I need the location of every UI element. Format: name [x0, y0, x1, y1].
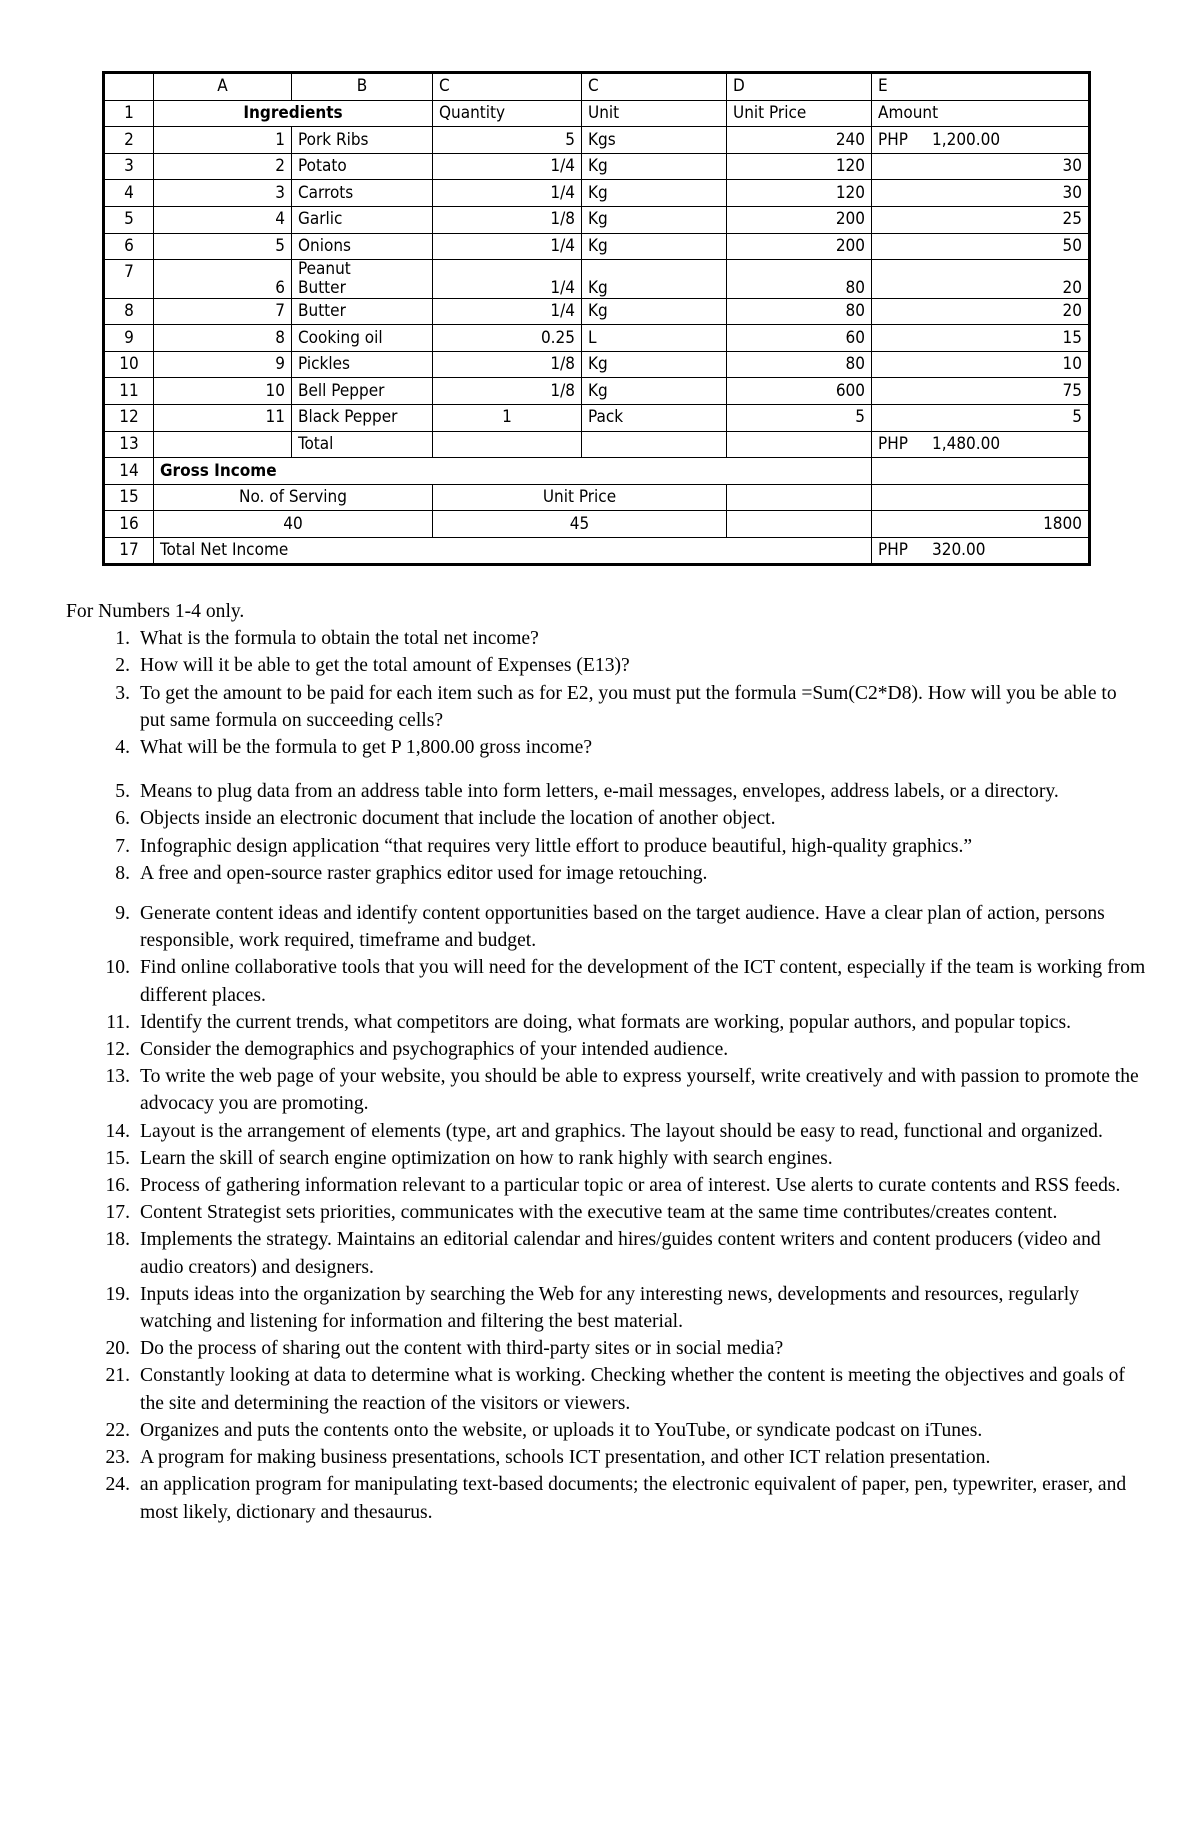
empty-cell — [727, 431, 872, 458]
gross-income-row — [104, 458, 1090, 485]
item-unit: Kg — [582, 260, 727, 298]
corner-cell — [104, 73, 154, 101]
table-row — [104, 153, 1090, 180]
item-unit: Kg — [582, 180, 727, 207]
list-item — [66, 1226, 1146, 1280]
row-number: 12 — [104, 404, 154, 431]
table-row — [104, 351, 1090, 378]
item-unit: Pack — [582, 404, 727, 431]
item-number: 8 — [154, 325, 292, 352]
question-number: 12. — [105, 1039, 130, 1061]
item-name: Potato — [292, 153, 433, 180]
question-text: Generate content ideas and identify content opportunities based on the target audience. Have a clear plan of action, persons responsible, work required, timeframe and budget. — [140, 903, 1105, 952]
list-item — [66, 900, 1146, 954]
question-number: 18. — [105, 1229, 130, 1251]
amount-header: Amount — [872, 100, 1090, 127]
list-item — [66, 778, 1146, 805]
net-income-label: Total Net Income — [154, 537, 872, 565]
item-unit: Kg — [582, 298, 727, 325]
unit-header: Unit — [582, 100, 727, 127]
item-amount: 30 — [872, 153, 1090, 180]
list-item — [66, 1417, 1146, 1444]
empty-cell — [154, 431, 292, 458]
question-text: Content Strategist sets priorities, communicates with the executive team at the same time contributes/creates content. — [140, 1202, 1058, 1224]
item-name: Pork Ribs — [292, 127, 433, 154]
item-amount: 20 — [872, 260, 1090, 298]
questions-section — [66, 598, 1146, 1526]
list-item — [66, 1172, 1146, 1199]
row-number: 8 — [104, 298, 154, 325]
table-row — [104, 233, 1090, 260]
item-unit: Kg — [582, 233, 727, 260]
list-item — [66, 1281, 1146, 1335]
list-item — [66, 734, 1146, 761]
item-name: Garlic — [292, 206, 433, 233]
amount-value: 1,200.00 — [932, 129, 1001, 150]
question-text: an application program for manipulating text-based documents; the electronic equivalent of paper, pen, typewriter, eraser, and most likely, dictionary and thesaurus. — [140, 1474, 1127, 1523]
serving-row — [104, 511, 1090, 538]
question-number: 14. — [105, 1120, 130, 1142]
total-label: Total — [292, 431, 433, 458]
list-item — [66, 1118, 1146, 1145]
question-list-group-3 — [66, 900, 1146, 1526]
item-amount: 50 — [872, 233, 1090, 260]
row-number: 2 — [104, 127, 154, 154]
table-row — [104, 378, 1090, 405]
item-number: 5 — [154, 233, 292, 260]
col-letter-c2: C — [582, 73, 727, 101]
item-name: Butter — [292, 298, 433, 325]
col-letter-c: C — [433, 73, 582, 101]
question-text: Inputs ideas into the organization by searching the Web for any interesting news, developments and resources, regularly watching and listening for information and filtering the best material. — [140, 1283, 1080, 1333]
row-number: 15 — [104, 484, 154, 511]
table-row — [104, 127, 1090, 154]
table-row — [104, 206, 1090, 233]
item-quantity: 1/8 — [433, 206, 582, 233]
item-quantity: 1 — [433, 404, 582, 431]
question-number: 16. — [105, 1175, 130, 1197]
item-number: 4 — [154, 206, 292, 233]
serving-price-value: 45 — [433, 511, 727, 538]
item-name: Bell Pepper — [292, 378, 433, 405]
item-amount: 5 — [872, 404, 1090, 431]
col-letter-b: B — [292, 73, 433, 101]
question-text: Implements the strategy. Maintains an editorial calendar and hires/guides content writers and content producers (video and audio creators) and designers. — [140, 1229, 1101, 1278]
question-text: Organizes and puts the contents onto the website, or uploads it to YouTube, or syndicate podcast on iTunes. — [140, 1419, 983, 1441]
list-item — [66, 1036, 1146, 1063]
item-quantity: 1/4 — [433, 233, 582, 260]
item-number: 10 — [154, 378, 292, 405]
list-item — [66, 1335, 1146, 1362]
question-number: 2. — [115, 655, 130, 677]
item-amount: 25 — [872, 206, 1090, 233]
question-number: 23. — [105, 1447, 130, 1469]
row-number: 5 — [104, 206, 154, 233]
item-unit: L — [582, 325, 727, 352]
item-quantity: 5 — [433, 127, 582, 154]
row-number: 7 — [104, 260, 154, 298]
question-number: 19. — [105, 1283, 130, 1305]
question-text: What will be the formula to get P 1,800.00 gross income? — [140, 737, 593, 759]
item-amount: 30 — [872, 180, 1090, 207]
question-text: Means to plug data from an address table into form letters, e-mail messages, envelopes, address labels, or a directory. — [140, 781, 1059, 803]
item-name: Black Pepper — [292, 404, 433, 431]
list-item — [66, 1444, 1146, 1471]
item-unit: Kg — [582, 378, 727, 405]
list-item — [66, 805, 1146, 832]
item-unit-price: 200 — [727, 233, 872, 260]
item-amount — [872, 127, 1090, 154]
total-amount — [872, 431, 1090, 458]
item-name: Pickles — [292, 351, 433, 378]
item-quantity: 1/4 — [433, 180, 582, 207]
item-number: 3 — [154, 180, 292, 207]
ingredients-header: Ingredients — [154, 100, 433, 127]
item-unit-price: 5 — [727, 404, 872, 431]
question-number: 11. — [106, 1011, 130, 1033]
question-number: 24. — [105, 1474, 130, 1496]
item-unit-price: 80 — [727, 298, 872, 325]
question-number: 22. — [105, 1419, 130, 1441]
net-income-row — [104, 537, 1090, 565]
item-amount: 75 — [872, 378, 1090, 405]
question-text: Identify the current trends, what competitors are doing, what formats are working, popular authors, and popular topics. — [140, 1011, 1071, 1033]
item-unit: Kg — [582, 206, 727, 233]
item-amount: 15 — [872, 325, 1090, 352]
serving-header-row — [104, 484, 1090, 511]
table-row — [104, 298, 1090, 325]
item-name: Cooking oil — [292, 325, 433, 352]
quantity-header: Quantity — [433, 100, 582, 127]
row-number: 16 — [104, 511, 154, 538]
item-quantity: 1/8 — [433, 351, 582, 378]
row-number: 14 — [104, 458, 154, 485]
question-text: Layout is the arrangement of elements (type, art and graphics. The layout should be easy to read, functional and organized. — [140, 1120, 1103, 1142]
question-text: Do the process of sharing out the content with third-party sites or in social media? — [140, 1338, 784, 1360]
question-text: A program for making business presentations, schools ICT presentation, and other ICT relation presentation. — [140, 1447, 991, 1469]
empty-cell — [433, 431, 582, 458]
list-item — [66, 1471, 1146, 1525]
question-text: Find online collaborative tools that you will need for the development of the ICT content, especially if the team is working from different places. — [140, 957, 1146, 1006]
item-quantity: 1/4 — [433, 260, 582, 298]
list-item — [66, 652, 1146, 679]
empty-cell — [727, 511, 872, 538]
ingredients-cost-table — [102, 71, 1091, 566]
empty-cell — [582, 431, 727, 458]
question-number: 20. — [105, 1338, 130, 1360]
net-income-amount — [872, 537, 1090, 565]
empty-cell — [727, 484, 872, 511]
question-number: 7. — [115, 835, 130, 857]
item-unit-price: 80 — [727, 260, 872, 298]
item-amount: 20 — [872, 298, 1090, 325]
row-number: 6 — [104, 233, 154, 260]
question-number: 1. — [115, 628, 130, 650]
item-unit: Kgs — [582, 127, 727, 154]
question-number: 3. — [115, 682, 130, 704]
item-unit-price: 120 — [727, 153, 872, 180]
currency-label: PHP — [878, 129, 908, 150]
unit-price-header: Unit Price — [727, 100, 872, 127]
item-unit: Kg — [582, 153, 727, 180]
row-number: 9 — [104, 325, 154, 352]
question-number: 6. — [115, 808, 130, 830]
list-item — [66, 1199, 1146, 1226]
item-number: 1 — [154, 127, 292, 154]
question-number: 10. — [105, 957, 130, 979]
item-number: 11 — [154, 404, 292, 431]
table-row — [104, 260, 1090, 298]
item-number: 9 — [154, 351, 292, 378]
question-text: How will it be able to get the total amount of Expenses (E13)? — [140, 655, 630, 677]
item-quantity: 1/4 — [433, 153, 582, 180]
serving-price-header: Unit Price — [433, 484, 727, 511]
item-name-line1: Peanut — [298, 259, 351, 280]
gross-income-label: Gross Income — [154, 458, 872, 485]
row-number: 4 — [104, 180, 154, 207]
ingredients-cost-table-wrapper — [102, 71, 1088, 566]
item-unit-price: 240 — [727, 127, 872, 154]
item-name: Onions — [292, 233, 433, 260]
gross-income-amount: 1800 — [872, 511, 1090, 538]
question-text: What is the formula to obtain the total net income? — [140, 628, 539, 650]
question-text: Constantly looking at data to determine what is working. Checking whether the content is meeting the objectives and goals of the site and determining the reaction of the visitors or viewers. — [140, 1365, 1125, 1414]
question-text: Infographic design application “that requires very little effort to produce beautiful, high-quality graphics.” — [140, 835, 973, 857]
item-amount: 10 — [872, 351, 1090, 378]
row-number: 10 — [104, 351, 154, 378]
questions-heading: For Numbers 1-4 only. — [66, 601, 245, 622]
list-item — [66, 680, 1146, 734]
item-unit-price: 120 — [727, 180, 872, 207]
total-row — [104, 431, 1090, 458]
list-item — [66, 860, 1146, 887]
question-number: 9. — [115, 903, 130, 925]
item-unit-price: 200 — [727, 206, 872, 233]
question-number: 17. — [105, 1202, 130, 1224]
item-number: 6 — [154, 260, 292, 298]
list-item — [66, 833, 1146, 860]
row-number: 11 — [104, 378, 154, 405]
item-unit-price: 60 — [727, 325, 872, 352]
list-item — [66, 954, 1146, 1008]
item-quantity: 1/4 — [433, 298, 582, 325]
row-number: 13 — [104, 431, 154, 458]
question-list-group-1 — [66, 625, 1146, 761]
amount-value: 1,480.00 — [932, 433, 1001, 454]
list-item — [66, 625, 1146, 652]
question-text: Objects inside an electronic document that include the location of another object. — [140, 808, 776, 830]
currency-label: PHP — [878, 433, 908, 454]
row-number: 1 — [104, 100, 154, 127]
currency-label: PHP — [878, 540, 908, 561]
table-row — [104, 325, 1090, 352]
amount-value: 320.00 — [932, 540, 986, 561]
row-number: 3 — [104, 153, 154, 180]
question-text: A free and open-source raster graphics editor used for image retouching. — [140, 862, 708, 884]
question-text: Consider the demographics and psychographics of your intended audience. — [140, 1039, 729, 1061]
servings-value: 40 — [154, 511, 433, 538]
list-item — [66, 1362, 1146, 1416]
question-text: To write the web page of your website, you should be able to express yourself, write creatively and with passion to promote the advocacy you are promoting. — [140, 1066, 1139, 1115]
list-item — [66, 1063, 1146, 1117]
empty-cell — [872, 458, 1090, 485]
table-row — [104, 180, 1090, 207]
col-letter-e: E — [872, 73, 1090, 101]
item-name — [292, 260, 433, 298]
row-number: 17 — [104, 537, 154, 565]
question-number: 5. — [115, 781, 130, 803]
item-unit-price: 600 — [727, 378, 872, 405]
question-number: 15. — [105, 1147, 130, 1169]
list-item — [66, 1009, 1146, 1036]
question-list-group-2 — [66, 778, 1146, 887]
col-letter-d: D — [727, 73, 872, 101]
item-name: Carrots — [292, 180, 433, 207]
question-number: 8. — [115, 862, 130, 884]
list-item — [66, 1145, 1146, 1172]
question-text: Learn the skill of search engine optimization on how to rank highly with search engines. — [140, 1147, 833, 1169]
item-number: 2 — [154, 153, 292, 180]
item-unit-price: 80 — [727, 351, 872, 378]
question-text: To get the amount to be paid for each item such as for E2, you must put the formula =Sum(C2*D8). How will you be able to put same formula on succeeding cells? — [140, 682, 1117, 731]
item-quantity: 0.25 — [433, 325, 582, 352]
item-quantity: 1/8 — [433, 378, 582, 405]
empty-cell — [872, 484, 1090, 511]
question-number: 13. — [105, 1066, 130, 1088]
question-text: Process of gathering information relevant to a particular topic or area of interest. Use alerts to curate contents and RSS feeds. — [140, 1175, 1121, 1197]
item-number: 7 — [154, 298, 292, 325]
item-name-line2: Butter — [298, 277, 346, 298]
item-unit: Kg — [582, 351, 727, 378]
column-letter-row — [104, 73, 1090, 101]
col-letter-a: A — [154, 73, 292, 101]
question-number: 4. — [115, 737, 130, 759]
table-row — [104, 404, 1090, 431]
servings-header: No. of Serving — [154, 484, 433, 511]
question-number: 21. — [105, 1365, 130, 1387]
header-row — [104, 100, 1090, 127]
